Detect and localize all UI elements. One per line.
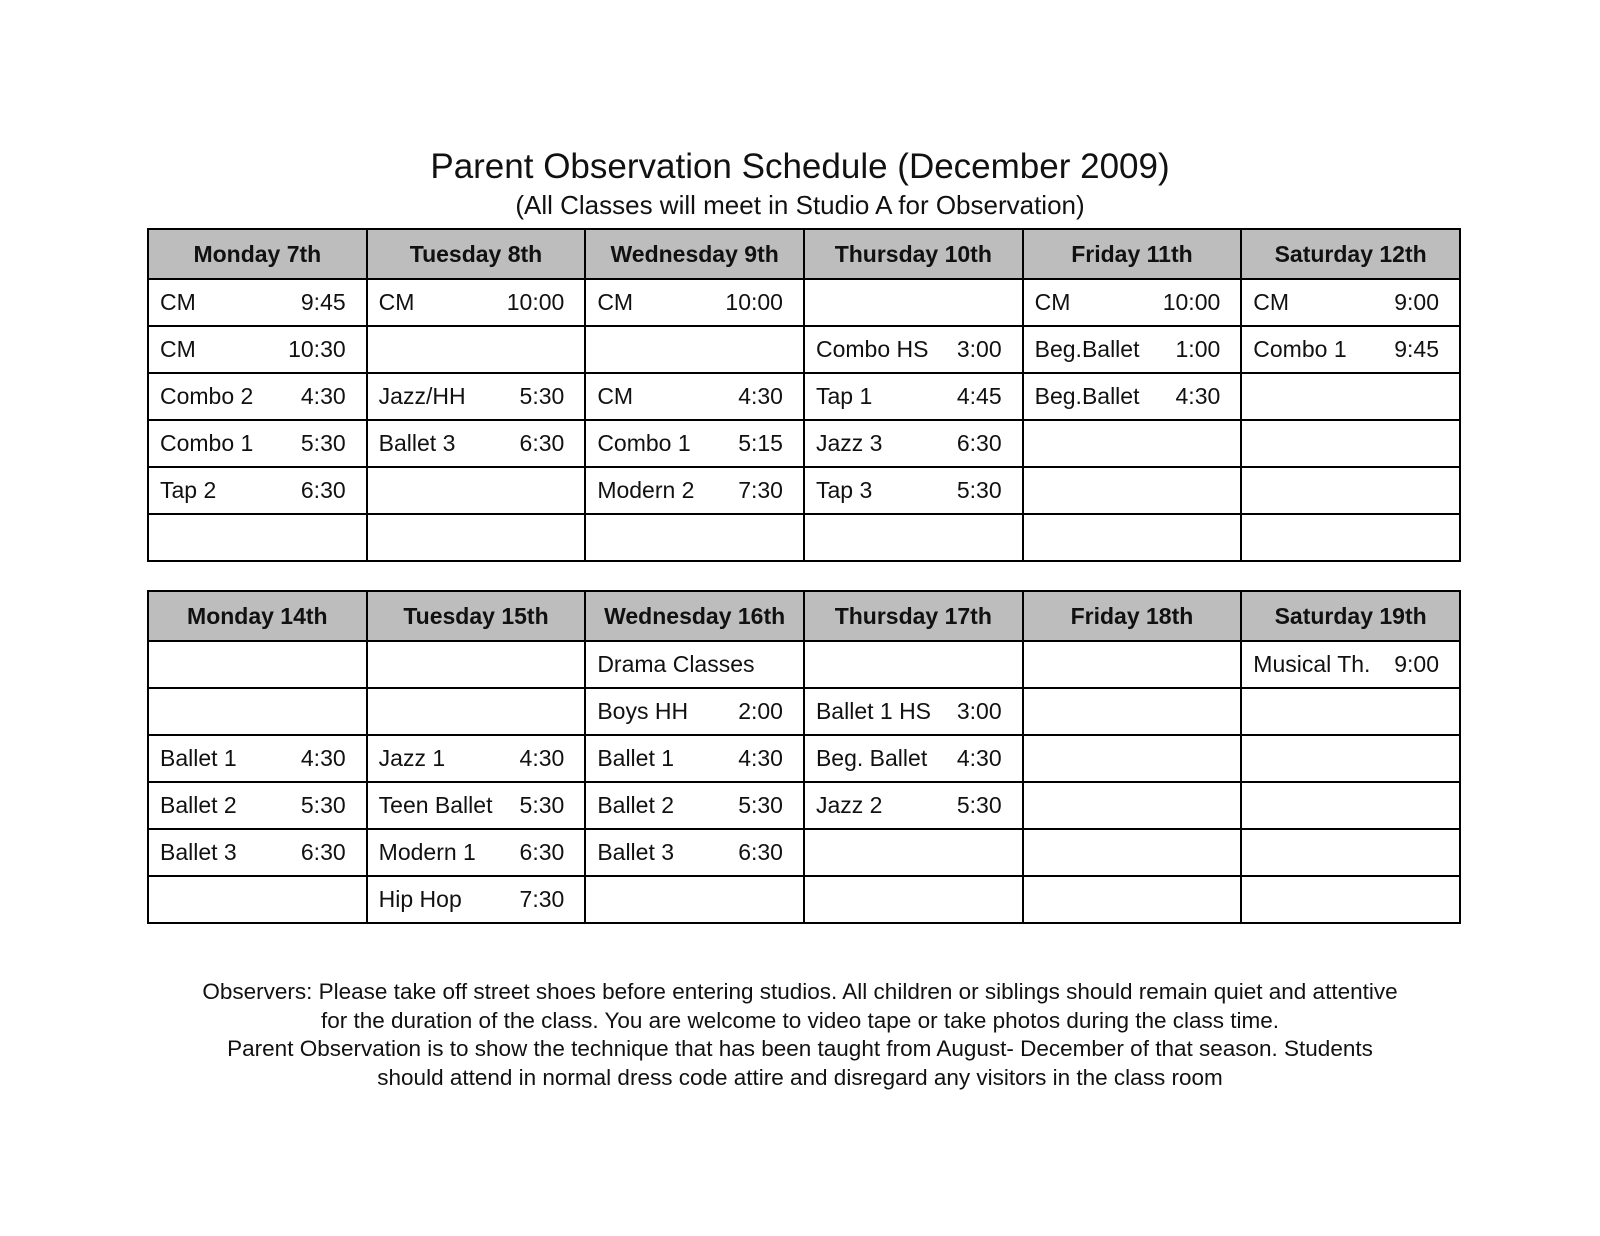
- class-name: CM: [160, 336, 196, 362]
- class-entry: [149, 289, 366, 316]
- class-time: 5:30: [519, 383, 565, 409]
- class-entry: [368, 289, 585, 316]
- class-name: CM: [597, 289, 634, 315]
- class-entry: [586, 745, 803, 772]
- class-time: 4:30: [300, 383, 346, 409]
- schedule-cell: [1241, 641, 1460, 688]
- schedule-cell: [585, 279, 804, 326]
- class-name: Beg.Ballet: [1034, 383, 1140, 409]
- week-2-schedule-table: [147, 590, 1461, 924]
- schedule-cell: [804, 279, 1023, 326]
- day-header: Friday 11th: [1023, 229, 1242, 279]
- day-header: Wednesday 16th: [585, 591, 804, 641]
- day-header: Friday 18th: [1023, 591, 1242, 641]
- schedule-cell: [585, 420, 804, 467]
- schedule-cell: [585, 467, 804, 514]
- schedule-cell: [1023, 641, 1242, 688]
- schedule-row: [148, 876, 1460, 923]
- class-entry: [149, 839, 366, 866]
- day-header: Wednesday 9th: [585, 229, 804, 279]
- schedule-cell: [1241, 688, 1460, 735]
- schedule-cell: [804, 829, 1023, 876]
- schedule-row: [148, 829, 1460, 876]
- schedule-cell: [367, 641, 586, 688]
- class-time: 2:00: [738, 698, 783, 724]
- class-name: CM: [597, 383, 634, 409]
- class-name: Ballet 3: [378, 430, 456, 456]
- page-subtitle: (All Classes will meet in Studio A for Observation): [515, 190, 1085, 220]
- day-header: Thursday 10th: [804, 229, 1023, 279]
- class-name: Drama Classes: [597, 651, 755, 677]
- class-time: 7:30: [519, 886, 565, 912]
- class-name: Combo 2: [160, 383, 254, 409]
- class-name: Teen Ballet: [378, 792, 493, 818]
- schedule-cell: [148, 735, 367, 782]
- schedule-cell: [585, 782, 804, 829]
- day-header: Monday 14th: [148, 591, 367, 641]
- class-name: Combo 1: [1253, 336, 1347, 362]
- class-time: 4:30: [1175, 383, 1221, 409]
- schedule-cell: [804, 641, 1023, 688]
- class-name: Ballet 2: [160, 792, 237, 818]
- class-time: 4:30: [300, 745, 346, 771]
- note-line: for the duration of the class. You are welcome to video tape or take photos during the class time.: [320, 1007, 1280, 1033]
- class-name: CM: [1034, 289, 1071, 315]
- class-entry: [368, 430, 585, 457]
- class-name: Tap 3: [815, 477, 873, 503]
- schedule-cell: [1023, 688, 1242, 735]
- class-entry: [1024, 336, 1241, 363]
- class-entry: [805, 336, 1022, 363]
- schedule-row: [148, 688, 1460, 735]
- schedule-row: [148, 467, 1460, 514]
- schedule-cell: [1241, 829, 1460, 876]
- class-entry: [805, 383, 1022, 410]
- class-name: Ballet 3: [160, 839, 237, 865]
- class-entry: [368, 383, 585, 410]
- schedule-cell: [148, 373, 367, 420]
- schedule-cell: [1023, 735, 1242, 782]
- class-name: Combo 1: [160, 430, 254, 456]
- schedule-row: [148, 735, 1460, 782]
- class-entry: [586, 383, 803, 410]
- day-header: Tuesday 15th: [367, 591, 586, 641]
- schedule-cell: [585, 514, 804, 561]
- schedule-cell: [1241, 373, 1460, 420]
- class-entry: [368, 745, 585, 772]
- class-name: Ballet 1 HS: [815, 698, 932, 724]
- class-time: 10:00: [1162, 289, 1221, 315]
- class-time: 3:00: [956, 336, 1002, 362]
- schedule-cell: [1023, 420, 1242, 467]
- schedule-cell: [1241, 876, 1460, 923]
- schedule-cell: [1023, 514, 1242, 561]
- schedule-cell: [804, 467, 1023, 514]
- class-name: Jazz/HH: [378, 383, 466, 409]
- schedule-cell: [1241, 420, 1460, 467]
- schedule-cell: [367, 735, 586, 782]
- schedule-cell: [1023, 876, 1242, 923]
- schedule-cell: [585, 735, 804, 782]
- class-name: Combo HS: [815, 336, 929, 362]
- class-name: Jazz 2: [815, 792, 883, 818]
- schedule-cell: [148, 420, 367, 467]
- class-entry: [368, 886, 585, 913]
- class-time: 4:30: [738, 745, 783, 771]
- day-header: Tuesday 8th: [367, 229, 586, 279]
- schedule-cell: [367, 514, 586, 561]
- schedule-cell: [804, 688, 1023, 735]
- class-time: 5:30: [300, 430, 346, 456]
- class-entry: [368, 792, 585, 819]
- schedule-cell: [804, 326, 1023, 373]
- note-line: Parent Observation is to show the technique that has been taught from August- December of that season. Students: [227, 1036, 1373, 1061]
- class-name: Ballet 1: [597, 745, 675, 771]
- class-time: 6:30: [300, 839, 346, 865]
- day-header: Monday 7th: [148, 229, 367, 279]
- day-header: Saturday 12th: [1241, 229, 1460, 279]
- day-header-row: [148, 229, 1460, 279]
- schedule-row: [148, 279, 1460, 326]
- class-entry: [1242, 651, 1459, 678]
- class-name: CM: [160, 289, 196, 315]
- class-time: 9:45: [300, 289, 346, 315]
- schedule-cell: [148, 829, 367, 876]
- schedule-cell: [804, 420, 1023, 467]
- schedule-cell: [148, 326, 367, 373]
- class-entry: [586, 698, 803, 725]
- schedule-cell: [367, 829, 586, 876]
- schedule-cell: [1241, 782, 1460, 829]
- class-time: 9:45: [1394, 336, 1439, 362]
- class-name: Ballet 3: [597, 839, 675, 865]
- class-entry: [586, 651, 803, 678]
- schedule-cell: [1241, 735, 1460, 782]
- class-name: Tap 2: [160, 477, 217, 503]
- class-time: 5:15: [738, 430, 783, 456]
- class-time: 4:30: [956, 745, 1002, 771]
- class-time: 10:30: [288, 336, 346, 362]
- class-time: 5:30: [519, 792, 565, 818]
- class-name: Combo 1: [597, 430, 691, 456]
- schedule-cell: [1023, 782, 1242, 829]
- schedule-cell: [585, 641, 804, 688]
- class-entry: [149, 477, 366, 504]
- schedule-cell: [367, 279, 586, 326]
- schedule-cell: [367, 373, 586, 420]
- class-entry: [368, 839, 585, 866]
- schedule-cell: [1241, 514, 1460, 561]
- schedule-cell: [148, 876, 367, 923]
- class-time: 4:45: [956, 383, 1002, 409]
- class-name: Beg.Ballet: [1034, 336, 1140, 362]
- class-name: Modern 1: [378, 839, 476, 865]
- class-entry: [149, 792, 366, 819]
- class-name: Boys HH: [597, 698, 689, 724]
- class-entry: [586, 289, 803, 316]
- class-name: Ballet 2: [597, 792, 675, 818]
- schedule-row: [148, 641, 1460, 688]
- class-time: 9:00: [1394, 289, 1439, 315]
- class-time: 6:30: [300, 477, 346, 503]
- page-title: Parent Observation Schedule (December 2009): [430, 147, 1170, 186]
- schedule-cell: [804, 782, 1023, 829]
- schedule-cell: [1023, 467, 1242, 514]
- class-entry: [805, 745, 1022, 772]
- class-name: Modern 2: [597, 477, 695, 503]
- class-time: 10:00: [725, 289, 783, 315]
- schedule-row: [148, 514, 1460, 561]
- schedule-cell: [804, 373, 1023, 420]
- schedule-cell: [585, 688, 804, 735]
- class-time: 6:30: [519, 430, 565, 456]
- schedule-cell: [804, 514, 1023, 561]
- class-entry: [586, 430, 803, 457]
- schedule-cell: [367, 326, 586, 373]
- day-header: Saturday 19th: [1241, 591, 1460, 641]
- class-time: 4:30: [738, 383, 783, 409]
- schedule-cell: [1023, 829, 1242, 876]
- class-entry: [149, 745, 366, 772]
- class-time: 5:30: [956, 792, 1002, 818]
- note-line: Observers: Please take off street shoes before entering studios. All children or siblings should remain quiet and attentive: [202, 979, 1398, 1004]
- schedule-cell: [804, 876, 1023, 923]
- class-name: Jazz 1: [378, 745, 446, 771]
- class-entry: [805, 477, 1022, 504]
- schedule-cell: [585, 829, 804, 876]
- class-entry: [1242, 289, 1459, 316]
- class-time: 5:30: [300, 792, 346, 818]
- class-time: 6:30: [738, 839, 783, 865]
- schedule-cell: [148, 467, 367, 514]
- class-time: 10:00: [506, 289, 565, 315]
- class-time: 4:30: [519, 745, 565, 771]
- class-entry: [149, 383, 366, 410]
- class-name: CM: [1253, 289, 1290, 315]
- schedule-cell: [148, 782, 367, 829]
- class-time: 7:30: [738, 477, 783, 503]
- class-entry: [1242, 336, 1459, 363]
- class-entry: [586, 792, 803, 819]
- class-entry: [1024, 383, 1241, 410]
- class-name: Jazz 3: [815, 430, 883, 456]
- schedule-cell: [585, 326, 804, 373]
- class-entry: [586, 477, 803, 504]
- class-name: Tap 1: [815, 383, 873, 409]
- schedule-cell: [1241, 326, 1460, 373]
- schedule-cell: [804, 735, 1023, 782]
- class-name: Hip Hop: [378, 886, 462, 912]
- schedule-row: [148, 782, 1460, 829]
- class-time: 9:00: [1394, 651, 1439, 677]
- class-entry: [805, 792, 1022, 819]
- schedule-cell: [148, 279, 367, 326]
- schedule-cell: [148, 641, 367, 688]
- schedule-cell: [148, 514, 367, 561]
- schedule-cell: [367, 688, 586, 735]
- schedule-cell: [1241, 467, 1460, 514]
- schedule-cell: [367, 420, 586, 467]
- schedule-cell: [1241, 279, 1460, 326]
- class-time: 1:00: [1175, 336, 1221, 362]
- schedule-row: [148, 326, 1460, 373]
- day-header: Thursday 17th: [804, 591, 1023, 641]
- week-1-schedule-table: [147, 228, 1461, 562]
- class-entry: [805, 430, 1022, 457]
- class-time: 6:30: [956, 430, 1002, 456]
- class-time: 6:30: [519, 839, 565, 865]
- schedule-cell: [367, 467, 586, 514]
- class-name: CM: [378, 289, 415, 315]
- schedule-row: [148, 373, 1460, 420]
- class-entry: [586, 839, 803, 866]
- schedule-cell: [585, 373, 804, 420]
- schedule-cell: [1023, 279, 1242, 326]
- class-name: Ballet 1: [160, 745, 237, 771]
- schedule-cell: [367, 876, 586, 923]
- schedule-cell: [585, 876, 804, 923]
- schedule-cell: [1023, 373, 1242, 420]
- schedule-cell: [148, 688, 367, 735]
- class-time: 3:00: [956, 698, 1002, 724]
- class-entry: [149, 430, 366, 457]
- observer-notes: [0, 978, 1600, 1092]
- schedule-row: [148, 420, 1460, 467]
- class-entry: [805, 698, 1022, 725]
- class-time: 5:30: [956, 477, 1002, 503]
- note-line: should attend in normal dress code attire and disregard any visitors in the class room: [377, 1064, 1223, 1090]
- class-entry: [149, 336, 366, 363]
- day-header-row: [148, 591, 1460, 641]
- class-name: Musical Th.: [1253, 651, 1371, 677]
- schedule-cell: [367, 782, 586, 829]
- class-time: 5:30: [738, 792, 783, 818]
- schedule-cell: [1023, 326, 1242, 373]
- class-name: Beg. Ballet: [815, 745, 928, 771]
- class-entry: [1024, 289, 1241, 316]
